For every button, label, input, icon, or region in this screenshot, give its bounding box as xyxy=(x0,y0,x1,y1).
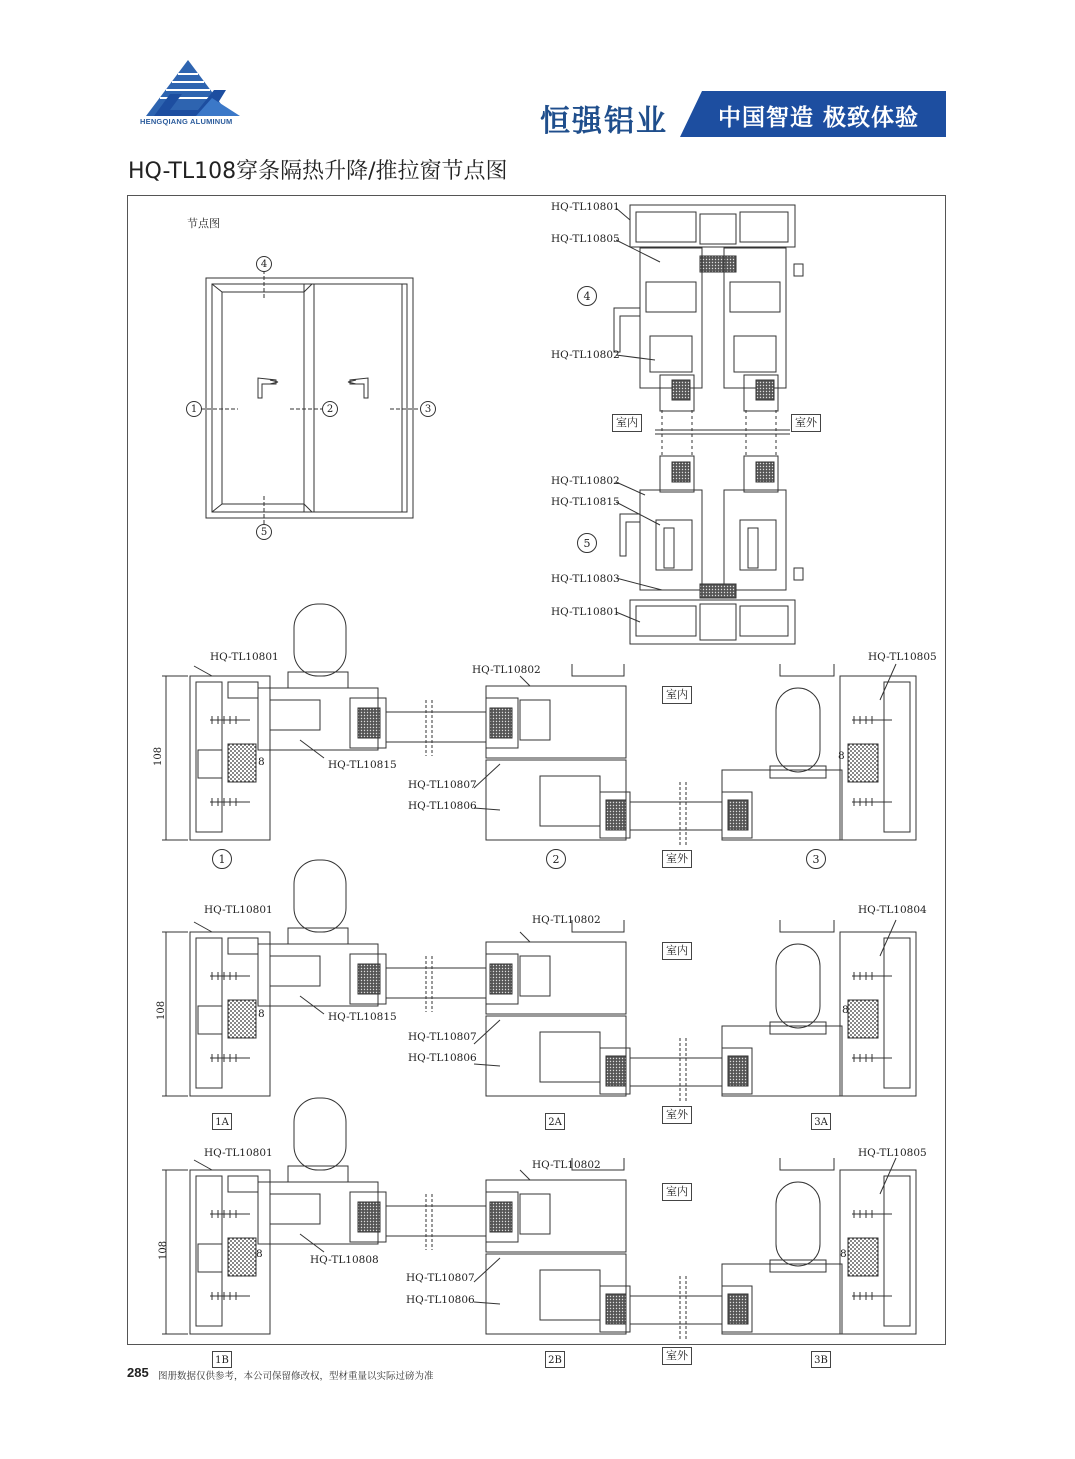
page-title: HQ-TL108穿条隔热升降/推拉窗节点图 xyxy=(128,159,508,184)
row2-outside: 室外 xyxy=(662,1106,692,1124)
row2-label-tl10801: HQ-TL10801 xyxy=(204,904,273,916)
marker-2: 2 xyxy=(322,401,338,417)
row1-marker-1: 1 xyxy=(212,849,232,869)
row2-label-tl10807: HQ-TL10807 xyxy=(408,1031,477,1043)
brand-name: 恒强铝业 xyxy=(540,104,668,139)
row3-label-tl10805: HQ-TL10805 xyxy=(858,1147,927,1159)
logo-text: HENGQIANG ALUMINUM xyxy=(140,117,233,126)
label-tl10801-bottom: HQ-TL10801 xyxy=(551,606,620,618)
row2-label-tl10804: HQ-TL10804 xyxy=(858,904,927,916)
row1-marker-3: 3 xyxy=(806,849,826,869)
row2-label-tl10802: HQ-TL10802 xyxy=(532,914,601,926)
page-number: 285 xyxy=(127,1365,149,1380)
marker-1: 1 xyxy=(186,401,202,417)
row2-inside: 室内 xyxy=(662,942,692,960)
row3-marker-3b: 3B xyxy=(811,1351,831,1368)
label-tl10802-bottom: HQ-TL10802 xyxy=(551,475,620,487)
marker-4: 4 xyxy=(256,256,272,272)
outside-label: 室外 xyxy=(791,414,821,432)
row3-gap-8: 8 xyxy=(256,1248,263,1260)
label-tl10805: HQ-TL10805 xyxy=(551,233,620,245)
row1-gap-8-right: 8 xyxy=(838,750,845,762)
row3-outside: 室外 xyxy=(662,1347,692,1365)
row3-label-tl10802: HQ-TL10802 xyxy=(532,1159,601,1171)
row1-marker-2: 2 xyxy=(546,849,566,869)
label-tl10802-top: HQ-TL10802 xyxy=(551,349,620,361)
slogan-text: 中国智造 极致体验 xyxy=(718,105,920,131)
row2-label-tl10806: HQ-TL10806 xyxy=(408,1052,477,1064)
row1-label-tl10815: HQ-TL10815 xyxy=(328,759,397,771)
row3-label-tl10801: HQ-TL10801 xyxy=(204,1147,273,1159)
row1-label-tl10802: HQ-TL10802 xyxy=(472,664,541,676)
row2-marker-2a: 2A xyxy=(545,1113,565,1130)
node-diagram-title: 节点图 xyxy=(187,217,220,230)
row1-label-tl10805: HQ-TL10805 xyxy=(868,651,937,663)
label-tl10815: HQ-TL10815 xyxy=(551,496,620,508)
row1-label-tl10806: HQ-TL10806 xyxy=(408,800,477,812)
row2-marker-1a: 1A xyxy=(212,1113,232,1130)
marker-3: 3 xyxy=(420,401,436,417)
row3-label-tl10807: HQ-TL10807 xyxy=(406,1272,475,1284)
label-tl10801-top: HQ-TL10801 xyxy=(551,201,620,213)
row1-inside: 室内 xyxy=(662,686,692,704)
footer-note: 图册数据仅供参考，本公司保留修改权，型材重量以实际过磅为准 xyxy=(158,1371,434,1382)
row1-outside: 室外 xyxy=(662,850,692,868)
row3-inside: 室内 xyxy=(662,1183,692,1201)
row3-label-tl10806: HQ-TL10806 xyxy=(406,1294,475,1306)
row2-marker-3a: 3A xyxy=(811,1113,831,1130)
row3-dim-108: 108 xyxy=(158,1240,169,1260)
row3-marker-2b: 2B xyxy=(545,1351,565,1368)
node-elevation xyxy=(201,270,420,524)
row1-label-tl10807: HQ-TL10807 xyxy=(408,779,477,791)
row3-marker-1b: 1B xyxy=(212,1351,232,1368)
marker-5: 5 xyxy=(256,524,272,540)
row1-gap-8: 8 xyxy=(258,756,265,768)
row1-section xyxy=(162,604,916,846)
row2-gap-8-right: 8 xyxy=(842,1004,849,1016)
row3-gap-8-right: 8 xyxy=(840,1248,847,1260)
label-tl10803: HQ-TL10803 xyxy=(551,573,620,585)
inside-label: 室内 xyxy=(612,414,642,432)
marker-4-section: 4 xyxy=(577,286,597,306)
row1-dim-108: 108 xyxy=(153,746,164,766)
vertical-section xyxy=(614,205,803,644)
row2-label-tl10815: HQ-TL10815 xyxy=(328,1011,397,1023)
row2-gap-8: 8 xyxy=(258,1008,265,1020)
marker-5-section: 5 xyxy=(577,533,597,553)
row3-label-tl10808: HQ-TL10808 xyxy=(310,1254,379,1266)
row2-dim-108: 108 xyxy=(156,1000,167,1020)
row1-label-tl10801: HQ-TL10801 xyxy=(210,651,279,663)
